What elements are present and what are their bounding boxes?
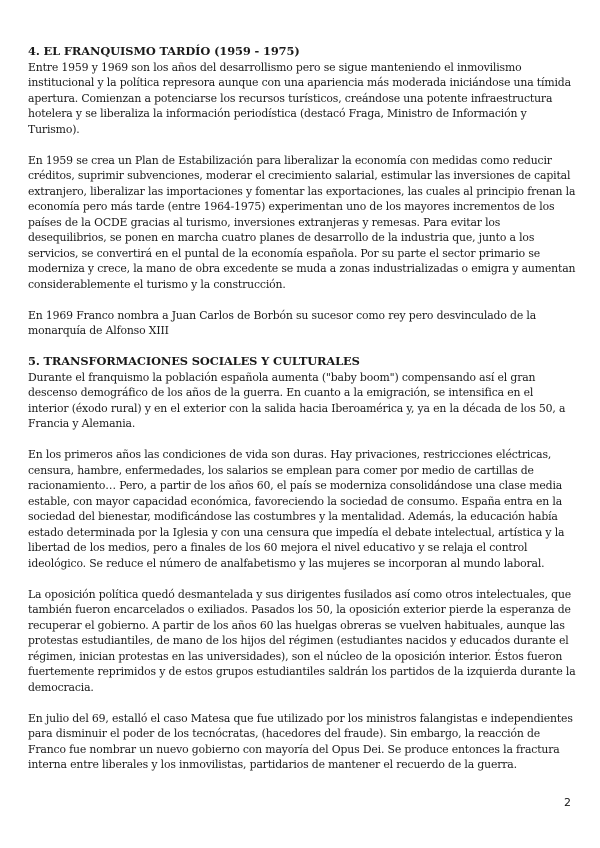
page-number: 2	[564, 796, 571, 809]
paragraph-gap	[28, 137, 576, 153]
paragraph-plan-estabilizacion: En 1959 se crea un Plan de Estabilización para liberalizar la economía con medidas como reducir créditos, suprimir subvenciones, moderar el crecimiento salarial, estimular las inversiones de capital extranjero, liberalizar las importaciones y fomentar las exportaciones, las cuales al principio frenan la economía pero más tarde (entre 1964-1975) experimentan uno de los mayores incrementos de los países de la OCDE gracias al turismo, inversiones extranjeras y remesas. Para evitar los desequilibrios, se ponen en marcha cuatro planes de desarrollo de la industria que, junto a los servicios, se convertirá en el puntal de la economía española. Por su parte el sector primario se moderniza y crece, la mano de obra excedente se muda a zonas industrializadas o emigra y aumentan considerablemente el turismo y la construcción.	[28, 153, 576, 291]
paragraph-desarrollismo: Entre 1959 y 1969 son los años del desarrollismo pero se sigue manteniendo el inmovilismo institucional y la política represora aunque con una apariencia más moderada iniciándose una tímida apertura. Comienzan a potenciarse los recursos turísticos, creándose una potente infraestructura hotelera y se liberaliza la información periodística (destacó Fraga, Ministro de Información y Turismo).	[28, 60, 571, 136]
paragraph-oposicion: La oposición política quedó desmantelada y sus dirigentes fusilados así como otros intelectuales, que también fueron encarcelados o exiliados. Pasados los 50, la oposición exterior pierde la esperanza de recuperar el gobierno. A partir de los años 60 las huelgas obreras se vuelven habituales, aunque las protestas estudiantiles, de mano de los hijos del régimen (estudiantes nacidos y educados durante el régimen, inician protestas en las universidades), son el núcleo de la oposición interior. Éstos fueron fuertemente reprimidos y de estos grupos estudiantiles saldrán los partidos de la izquierda durante la democracia.	[28, 587, 576, 694]
section-heading-franquismo-tardio: 4. EL FRANQUISMO TARDÍO (1959 - 1975)	[28, 44, 300, 58]
paragraph-condiciones-vida: En los primeros años las condiciones de vida son duras. Hay privaciones, restricciones eléctricas, censura, hambre, enfermedades, los salarios se emplean para comer por medio de cartillas de racionamiento… Pero, a partir de los años 60, el país se moderniza consolidándose una clase media estable, con mayor capacidad económica, favoreciendo la sociedad de consumo. España entra en la sociedad del bienestar, modificándose las costumbres y la mentalidad. Además, la educación había estado determinada por la Iglesia y con una censura que impedía el debate intelectual, artística y la libertad de los medios, pero a finales de los 60 mejora el nivel educativo y se relaja el control ideológico. Se reduce el número de analfabetismo y las mujeres se incorporan al mundo laboral.	[28, 448, 565, 570]
paragraph-gap	[28, 695, 576, 711]
paragraph-caso-matesa: En julio del 69, estalló el caso Matesa que fue utilizado por los ministros falangistas e independientes para disminuir el poder de los tecnócratas, (hacedores del fraude). Sin embargo, la reacción de Franco fue nombrar un nuevo gobierno con mayoría del Opus Dei. Se produce entonces la fractura interna entre liberales y los inmovilistas, partidarios de mantener el recuerdo de la guerra.	[28, 711, 573, 771]
section-heading-transformaciones: 5. TRANSFORMACIONES SOCIALES Y CULTURALES	[28, 354, 360, 368]
paragraph-sucesor: En 1969 Franco nombra a Juan Carlos de Borbón su sucesor como rey pero desvinculado de la monarquía de Alfonso XIII	[28, 308, 537, 337]
paragraph-gap	[28, 571, 576, 587]
paragraph-gap	[28, 339, 576, 355]
paragraph-gap	[28, 292, 576, 308]
paragraph-gap	[28, 432, 576, 448]
document-page	[28, 44, 576, 773]
paragraph-poblacion: Durante el franquismo la población española aumenta ("baby boom") compensando así el gran descenso demográfico de los años de la guerra. En cuanto a la emigración, se intensifica en el interior (éxodo rural) y en el exterior con la salida hacia Iberoamérica y, ya en la década de los 50, a Francia y Alemania.	[28, 370, 566, 430]
